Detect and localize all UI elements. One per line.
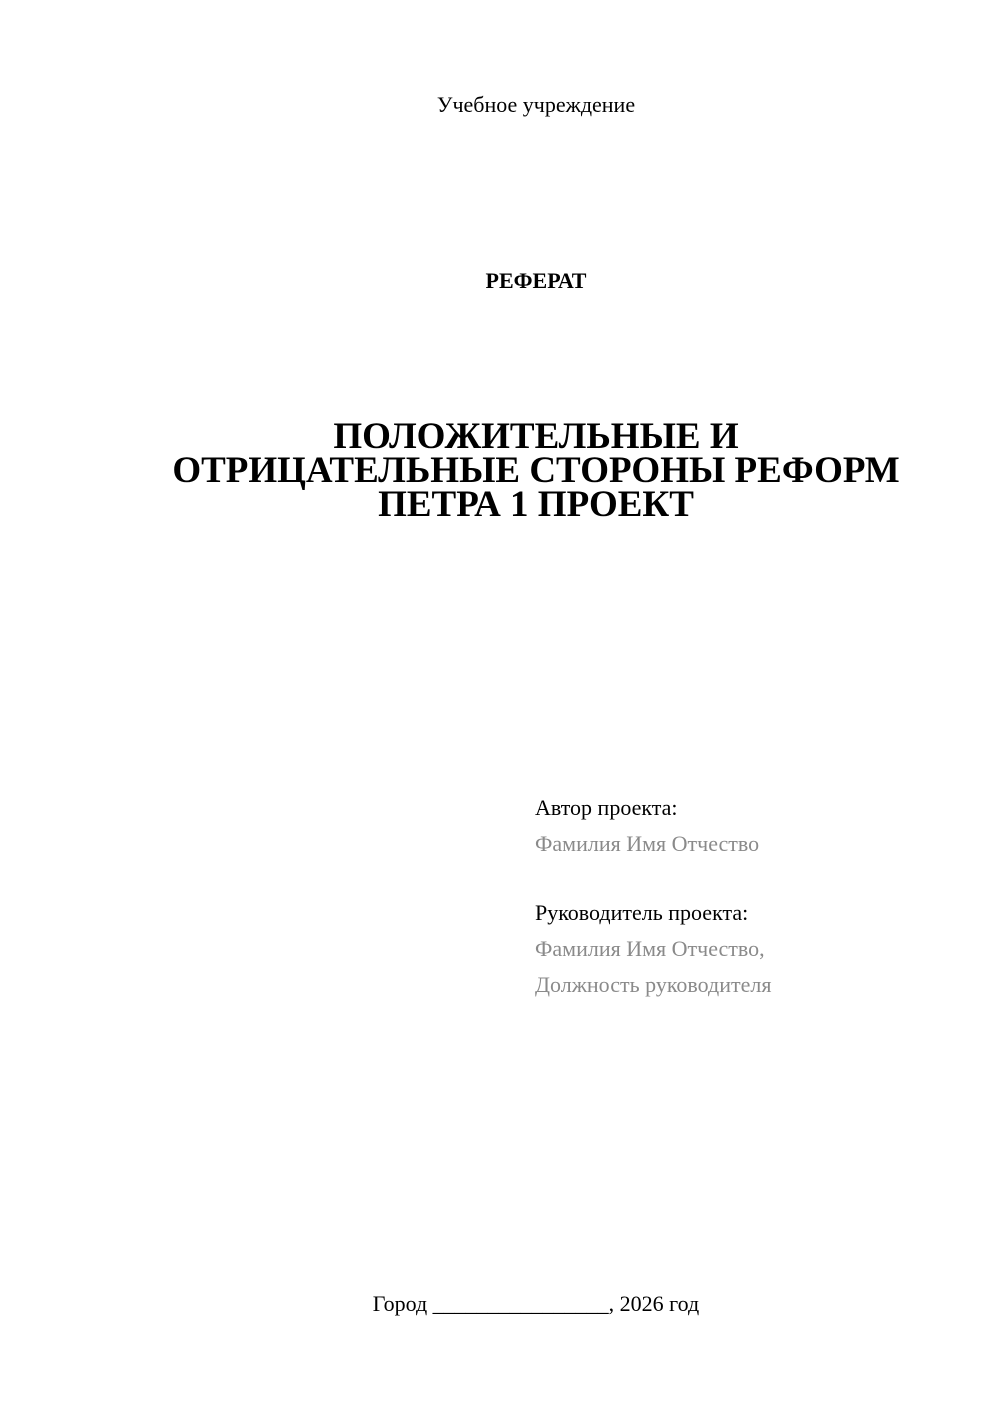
document-type: РЕФЕРАТ [485, 268, 587, 293]
spacer [535, 862, 975, 895]
author-name-placeholder: Фамилия Имя Отчество [535, 831, 760, 856]
supervisor-position-placeholder: Должность руководителя [535, 972, 772, 997]
document-title-line: ПЕТРА 1 ПРОЕКТ [378, 484, 694, 525]
supervisor-label: Руководитель проекта: [535, 900, 749, 925]
institution-name: Учебное учреждение [436, 92, 636, 117]
document-title [100, 416, 972, 525]
author-label: Автор проекта: [535, 795, 678, 820]
document-title-line: ПОЛОЖИТЕЛЬНЫЕ И [333, 416, 739, 457]
authors-block [535, 790, 975, 1003]
document-title-line: ОТРИЦАТЕЛЬНЫЕ СТОРОНЫ РЕФОРМ [172, 450, 900, 491]
city-year-line: Город ________________, 2026 год [372, 1291, 700, 1316]
supervisor-name-placeholder: Фамилия Имя Отчество, [535, 936, 765, 961]
